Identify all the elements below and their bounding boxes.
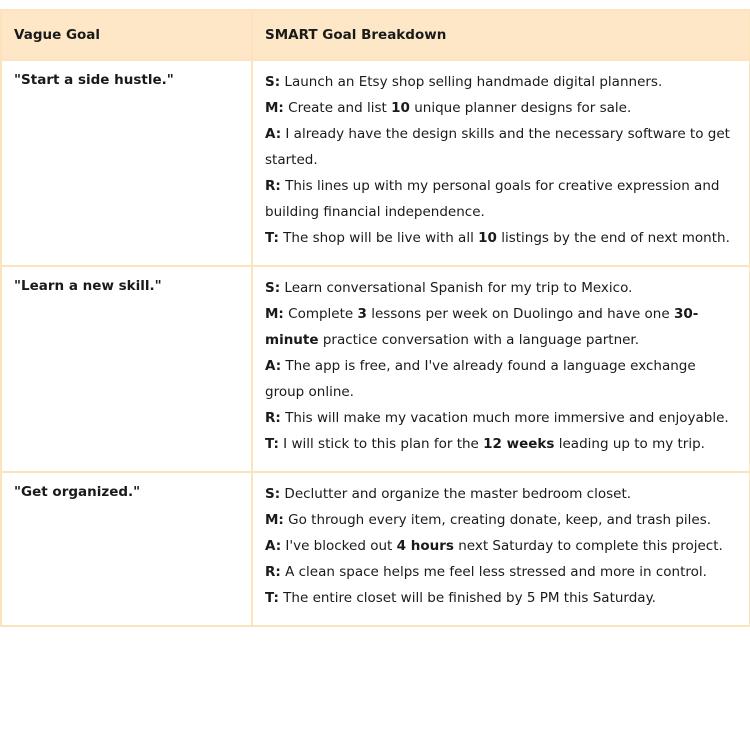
vague-goal-cell: "Start a side hustle.": [1, 60, 252, 266]
smart-goals-table: [0, 9, 750, 627]
achievable-line: A: I've blocked out 4 hours next Saturday to complete this project.: [265, 538, 723, 554]
table-row: [1, 60, 750, 266]
header-row: [1, 10, 750, 60]
measurable-line: M: Complete 3 lessons per week on Duolingo and have one 30-minute practice conversation with a language partner.: [265, 306, 699, 348]
smart-goals-table-container: [0, 9, 750, 627]
table-row: [1, 472, 750, 626]
smart-breakdown-cell: [252, 266, 750, 472]
relevant-line: R: This will make my vacation much more immersive and enjoyable.: [265, 410, 729, 426]
measurable-line: M: Create and list 10 unique planner designs for sale.: [265, 100, 632, 116]
vague-goal-cell: "Get organized.": [1, 472, 252, 626]
vague-goal-cell: "Learn a new skill.": [1, 266, 252, 472]
smart-breakdown-cell: [252, 472, 750, 626]
achievable-line: A: I already have the design skills and the necessary software to get started.: [265, 126, 730, 168]
smart-breakdown-cell: [252, 60, 750, 266]
time-bound-line: T: The shop will be live with all 10 listings by the end of next month.: [265, 230, 730, 246]
time-bound-line: T: The entire closet will be finished by 5 PM this Saturday.: [265, 590, 656, 606]
specific-line: S: Declutter and organize the master bedroom closet.: [265, 486, 632, 502]
measurable-line: M: Go through every item, creating donate, keep, and trash piles.: [265, 512, 712, 528]
specific-line: S: Learn conversational Spanish for my trip to Mexico.: [265, 280, 633, 296]
relevant-line: R: This lines up with my personal goals for creative expression and building financial independence.: [265, 178, 720, 220]
header-smart-breakdown: SMART Goal Breakdown: [252, 10, 750, 60]
table-row: [1, 266, 750, 472]
relevant-line: R: A clean space helps me feel less stressed and more in control.: [265, 564, 707, 580]
specific-line: S: Launch an Etsy shop selling handmade digital planners.: [265, 74, 663, 90]
time-bound-line: T: I will stick to this plan for the 12 weeks leading up to my trip.: [265, 436, 705, 452]
achievable-line: A: The app is free, and I've already found a language exchange group online.: [265, 358, 696, 400]
header-vague-goal: Vague Goal: [1, 10, 252, 60]
